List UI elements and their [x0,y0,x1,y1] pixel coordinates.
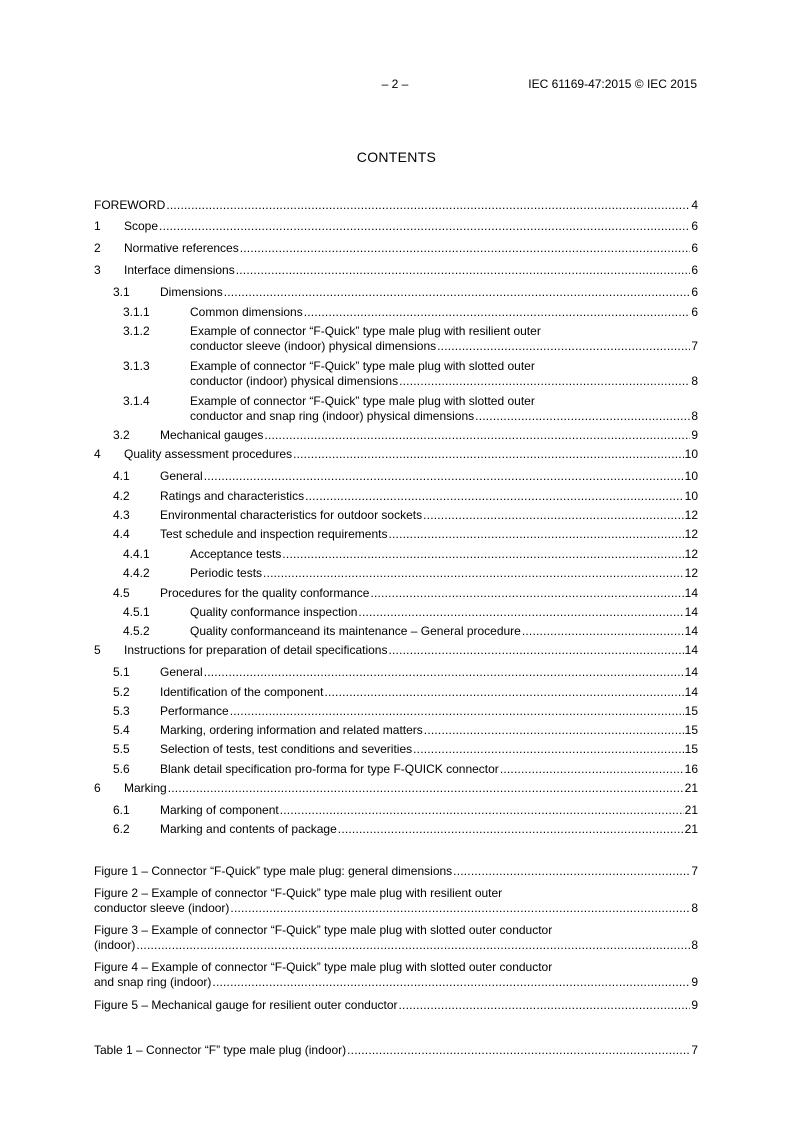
dot-leader [166,198,690,213]
dot-leader [453,864,690,879]
toc-entry-number: 4.4.1 [123,547,150,561]
dot-leader [204,469,684,484]
toc-entry-title: Marking and contents of package [160,822,337,836]
toc-entry-number: 6.1 [113,803,130,817]
toc-entry-title: Selection of tests, test conditions and severities [160,742,413,756]
toc-entry-number: 4 [94,447,101,461]
toc-entry-page: 14 [684,685,698,699]
toc-entry-number: 3.1.2 [123,324,150,338]
dot-leader [159,219,690,234]
toc-entry-title: Common dimensions [190,305,303,319]
toc-entry-number: 5.3 [113,704,130,718]
toc-entry-page: 12 [684,508,698,522]
toc-entry-number: 5 [94,643,101,657]
toc-entry-page: 14 [684,624,698,638]
toc-entry-title: Environmental characteristics for outdoor sockets [160,508,423,522]
toc-entry-number: 4.1 [113,469,130,483]
toc-entry-title-line: Figure 3 – Example of connector “F-Quick” type male plug with slotted outer conductor [94,923,553,937]
toc-entry-page: 9 [691,998,698,1012]
toc-entry-page: 8 [691,409,698,423]
toc-entry-page: 14 [684,665,698,679]
dot-leader [280,803,684,818]
dot-leader [413,742,684,757]
toc-entry-title: Instructions for preparation of detail specifications [124,643,388,657]
dot-leader [358,605,683,620]
toc-entry-number: 3.1.3 [123,359,150,373]
toc-entry-number: 4.3 [113,508,130,522]
toc-entry-page: 6 [691,285,698,299]
toc-entry-page: 15 [684,704,698,718]
dot-leader [136,938,690,953]
toc-entry-title: Figure 1 – Connector “F-Quick” type male plug: general dimensions [94,864,453,878]
toc-entry-page: 12 [684,527,698,541]
toc-entry-title: Dimensions [160,285,223,299]
toc-entry-page: 8 [691,938,698,952]
dot-leader [204,665,684,680]
toc-entry-title-line: Figure 4 – Example of connector “F-Quick” type male plug with slotted outer conductor [94,960,553,974]
dot-leader [424,723,684,738]
toc-entry-number: 5.4 [113,723,130,737]
toc-entry-title: Periodic tests [190,566,263,580]
toc-entry-page: 15 [684,723,698,737]
toc-entry-number: 1 [94,219,101,233]
toc-entry-page: 9 [691,428,698,442]
toc-entry-number: 4.5.2 [123,624,150,638]
toc-entry-title: Quality conformance inspection [190,605,358,619]
toc-entry-page: 10 [684,469,698,483]
toc-entry-title: Ratings and characteristics [160,489,305,503]
dot-leader [224,285,691,300]
document-reference: IEC 61169-47:2015 © IEC 2015 [528,77,697,91]
toc-entry-title-line: Example of connector “F-Quick” type male plug with slotted outer [190,359,535,373]
toc-entry-title: Marking, ordering information and related matters [160,723,423,737]
toc-entry-page: 6 [691,263,698,277]
dot-leader [282,547,683,562]
dot-leader [475,409,690,424]
toc-entry-page: 8 [691,374,698,388]
toc-entry-number: 6 [94,781,101,795]
toc-entry-number: 3.1.1 [123,305,150,319]
dot-leader [230,704,684,719]
toc-entry-title: Performance [160,704,229,718]
toc-entry-number: 4.2 [113,489,130,503]
toc-entry-page: 21 [684,822,698,836]
dot-leader [500,762,684,777]
toc-entry-title: Procedures for the quality conformance [160,586,370,600]
dot-leader [168,781,684,796]
toc-entry-page: 6 [691,219,698,233]
contents-title: CONTENTS [356,149,437,165]
dot-leader [305,489,684,504]
dot-leader [522,624,684,639]
dot-leader [230,901,690,916]
toc-entry-page: 15 [684,742,698,756]
toc-entry-title-line: Figure 2 – Example of connector “F-Quick” type male plug with resilient outer [94,886,503,900]
toc-entry-title: Quality assessment procedures [124,447,293,461]
toc-entry-page: 7 [691,864,698,878]
toc-entry-page: 14 [684,605,698,619]
toc-entry-title-line: Example of connector “F-Quick” type male plug with slotted outer [190,394,535,408]
toc-entry-title: Quality conformanceand its maintenance – General procedure [190,624,521,638]
toc-entry-page: 16 [684,762,698,776]
toc-entry-page: 21 [684,803,698,817]
dot-leader [437,339,690,354]
toc-entry-number: 5.5 [113,742,130,756]
toc-entry-number: 3.1 [113,285,130,299]
toc-entry-page: 7 [691,1043,698,1057]
toc-entry-page: 6 [691,241,698,255]
toc-entry-title: Scope [124,219,159,233]
toc-entry-number: 5.6 [113,762,130,776]
toc-entry-title: Mechanical gauges [160,428,264,442]
toc-entry-page: 12 [684,566,698,580]
toc-entry-page: 6 [691,305,698,319]
toc-entry-title: Blank detail specification pro-forma for type F-QUICK connector [160,762,499,776]
toc-entry-title: General [160,469,203,483]
toc-entry-title: Interface dimensions [124,263,235,277]
dot-leader [263,566,684,581]
dot-leader [293,447,684,462]
dot-leader [388,527,683,542]
dot-leader [388,643,683,658]
toc-entry-title: (indoor) [94,938,136,952]
toc-entry-page: 4 [691,198,698,212]
toc-entry-title: Table 1 – Connector “F” type male plug (indoor) [94,1043,347,1057]
toc-entry-title: Acceptance tests [190,547,282,561]
toc-entry-title: and snap ring (indoor) [94,975,212,989]
dot-leader [399,998,691,1013]
dot-leader [338,822,684,837]
dot-leader [304,305,691,320]
toc-entry-number: 4.5.1 [123,605,150,619]
toc-entry-page: 14 [684,586,698,600]
toc-entry-title: Identification of the component [160,685,324,699]
toc-entry-page: 12 [684,547,698,561]
toc-entry-title-line: Example of connector “F-Quick” type male plug with resilient outer [190,324,541,338]
toc-entry-page: 7 [691,339,698,353]
dot-leader [324,685,683,700]
dot-leader [370,586,683,601]
page-number: – 2 – [381,77,409,91]
dot-leader [423,508,684,523]
toc-entry-title: conductor sleeve (indoor) physical dimensions [190,339,437,353]
dot-leader [240,241,691,256]
toc-entry-page: 9 [691,975,698,989]
toc-entry-title: conductor (indoor) physical dimensions [190,374,399,388]
toc-entry-title: conductor sleeve (indoor) [94,901,230,915]
toc-entry-page: 10 [684,489,698,503]
toc-entry-title: Normative references [124,241,239,255]
toc-entry-number: 4.4.2 [123,566,150,580]
toc-entry-number: 5.2 [113,685,130,699]
toc-entry-title: Marking [124,781,167,795]
toc-entry-title: conductor and snap ring (indoor) physical dimensions [190,409,475,423]
toc-entry-page: 14 [684,643,698,657]
toc-entry-title: FOREWORD [94,198,166,212]
toc-entry-number: 3.2 [113,428,130,442]
toc-entry-number: 4.4 [113,527,130,541]
dot-leader [399,374,690,389]
toc-entry-title: Marking of component [160,803,279,817]
toc-entry-number: 2 [94,241,101,255]
toc-entry-title: Test schedule and inspection requirements [160,527,388,541]
toc-entry-number: 5.1 [113,665,130,679]
toc-entry-number: 4.5 [113,586,130,600]
dot-leader [212,975,690,990]
toc-entry-page: 21 [684,781,698,795]
dot-leader [264,428,690,443]
toc-entry-title: Figure 5 – Mechanical gauge for resilient outer conductor [94,998,398,1012]
dot-leader [236,263,691,278]
toc-entry-page: 8 [691,901,698,915]
dot-leader [347,1043,690,1058]
toc-entry-title: General [160,665,203,679]
toc-entry-number: 3 [94,263,101,277]
toc-entry-page: 10 [684,447,698,461]
toc-entry-number: 3.1.4 [123,394,150,408]
toc-entry-number: 6.2 [113,822,130,836]
